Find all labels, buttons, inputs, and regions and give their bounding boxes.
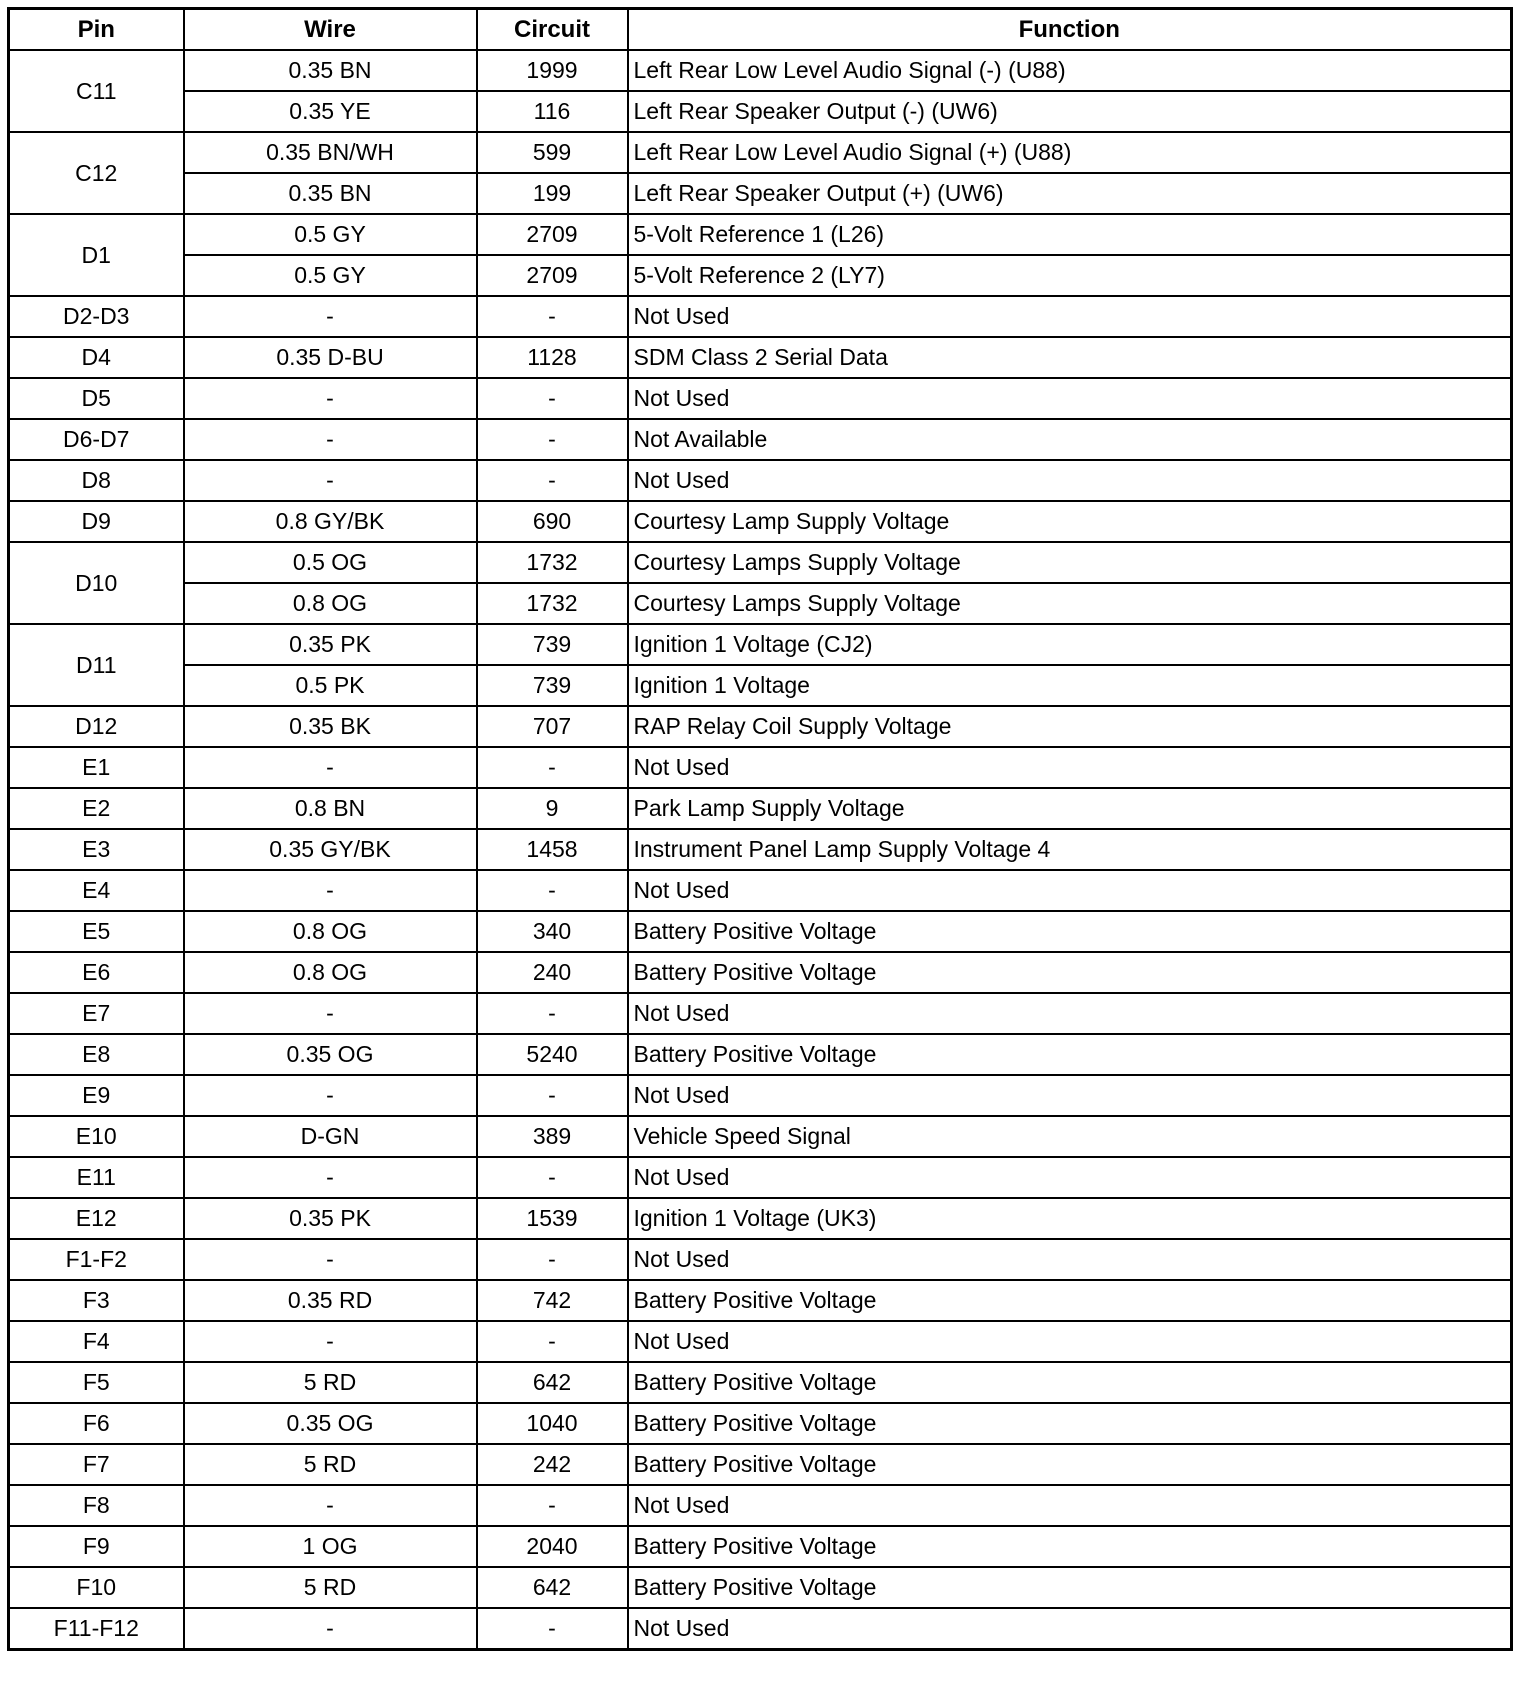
function-cell: Instrument Panel Lamp Supply Voltage 4 <box>628 829 1512 870</box>
circuit-cell: - <box>477 1239 628 1280</box>
function-cell: Not Used <box>628 1157 1512 1198</box>
circuit-cell: - <box>477 1157 628 1198</box>
pin-cell: E5 <box>9 911 184 952</box>
wire-cell: 0.5 OG <box>184 542 477 583</box>
table-row <box>9 952 1512 993</box>
wire-cell: 1 OG <box>184 1526 477 1567</box>
circuit-cell: 1999 <box>477 50 628 91</box>
wire-cell: 0.35 YE <box>184 91 477 132</box>
pin-cell: E2 <box>9 788 184 829</box>
table-row <box>9 1362 1512 1403</box>
pin-cell: D8 <box>9 460 184 501</box>
wire-cell: 0.35 GY/BK <box>184 829 477 870</box>
circuit-cell: 1040 <box>477 1403 628 1444</box>
circuit-cell: - <box>477 419 628 460</box>
wire-cell: 0.5 GY <box>184 214 477 255</box>
pin-cell: F4 <box>9 1321 184 1362</box>
table-row <box>9 542 1512 583</box>
pin-cell: D4 <box>9 337 184 378</box>
table-row <box>9 419 1512 460</box>
pin-cell: F3 <box>9 1280 184 1321</box>
table-row <box>9 296 1512 337</box>
wire-cell: 0.35 PK <box>184 1198 477 1239</box>
function-cell: SDM Class 2 Serial Data <box>628 337 1512 378</box>
wire-cell: 0.35 D-BU <box>184 337 477 378</box>
circuit-cell: 742 <box>477 1280 628 1321</box>
wire-cell: - <box>184 460 477 501</box>
function-cell: Not Used <box>628 378 1512 419</box>
table-row <box>9 911 1512 952</box>
table-row <box>9 50 1512 91</box>
function-cell: Ignition 1 Voltage <box>628 665 1512 706</box>
function-cell: Battery Positive Voltage <box>628 1526 1512 1567</box>
function-cell: Left Rear Low Level Audio Signal (-) (U88) <box>628 50 1512 91</box>
function-cell: Battery Positive Voltage <box>628 1034 1512 1075</box>
pin-cell: D5 <box>9 378 184 419</box>
circuit-cell: 642 <box>477 1362 628 1403</box>
pin-cell: E6 <box>9 952 184 993</box>
function-cell: Vehicle Speed Signal <box>628 1116 1512 1157</box>
pin-cell: F11-F12 <box>9 1608 184 1650</box>
pin-cell: D10 <box>9 542 184 624</box>
wire-cell: 0.35 PK <box>184 624 477 665</box>
wire-cell: 0.35 BN <box>184 173 477 214</box>
function-cell: Battery Positive Voltage <box>628 911 1512 952</box>
pin-cell: F10 <box>9 1567 184 1608</box>
circuit-cell: 2040 <box>477 1526 628 1567</box>
table-row <box>9 583 1512 624</box>
wire-cell: 0.35 BN/WH <box>184 132 477 173</box>
table-row <box>9 1034 1512 1075</box>
circuit-cell: 240 <box>477 952 628 993</box>
pin-cell: D9 <box>9 501 184 542</box>
wire-cell: D-GN <box>184 1116 477 1157</box>
circuit-cell: 1732 <box>477 542 628 583</box>
table-row <box>9 173 1512 214</box>
table-row <box>9 870 1512 911</box>
table-row <box>9 1198 1512 1239</box>
pin-cell: C11 <box>9 50 184 132</box>
table-row <box>9 460 1512 501</box>
table-row <box>9 747 1512 788</box>
table-row <box>9 624 1512 665</box>
pin-cell: F9 <box>9 1526 184 1567</box>
pin-cell: D11 <box>9 624 184 706</box>
wire-cell: - <box>184 1321 477 1362</box>
table-row <box>9 501 1512 542</box>
header-row <box>9 9 1512 51</box>
circuit-cell: - <box>477 378 628 419</box>
wire-cell: 0.5 PK <box>184 665 477 706</box>
function-cell: Battery Positive Voltage <box>628 1444 1512 1485</box>
table-row <box>9 665 1512 706</box>
table-row <box>9 829 1512 870</box>
function-cell: Not Used <box>628 460 1512 501</box>
table-row <box>9 788 1512 829</box>
table-row <box>9 255 1512 296</box>
function-cell: 5-Volt Reference 2 (LY7) <box>628 255 1512 296</box>
table-row <box>9 1239 1512 1280</box>
pin-cell: E3 <box>9 829 184 870</box>
wire-cell: - <box>184 296 477 337</box>
function-cell: Not Used <box>628 747 1512 788</box>
pin-cell: D1 <box>9 214 184 296</box>
table-row <box>9 706 1512 747</box>
wire-cell: - <box>184 419 477 460</box>
pin-cell: F8 <box>9 1485 184 1526</box>
wire-cell: 0.35 OG <box>184 1034 477 1075</box>
table-body <box>9 50 1512 1650</box>
table-row <box>9 1321 1512 1362</box>
circuit-cell: 1539 <box>477 1198 628 1239</box>
circuit-cell: 340 <box>477 911 628 952</box>
table-row <box>9 337 1512 378</box>
function-cell: Not Used <box>628 1321 1512 1362</box>
function-cell: Left Rear Low Level Audio Signal (+) (U88) <box>628 132 1512 173</box>
wire-cell: - <box>184 747 477 788</box>
function-cell: Park Lamp Supply Voltage <box>628 788 1512 829</box>
circuit-cell: 1732 <box>477 583 628 624</box>
pin-cell: C12 <box>9 132 184 214</box>
wire-cell: - <box>184 1239 477 1280</box>
table-row <box>9 1485 1512 1526</box>
circuit-cell: - <box>477 1485 628 1526</box>
wire-cell: - <box>184 1157 477 1198</box>
table-row <box>9 1403 1512 1444</box>
circuit-cell: 1458 <box>477 829 628 870</box>
table-row <box>9 1444 1512 1485</box>
function-cell: Not Used <box>628 1485 1512 1526</box>
wire-cell: 0.5 GY <box>184 255 477 296</box>
function-cell: Courtesy Lamps Supply Voltage <box>628 583 1512 624</box>
function-cell: 5-Volt Reference 1 (L26) <box>628 214 1512 255</box>
pin-cell: E1 <box>9 747 184 788</box>
table-row <box>9 214 1512 255</box>
function-cell: Courtesy Lamp Supply Voltage <box>628 501 1512 542</box>
function-cell: Not Used <box>628 296 1512 337</box>
circuit-cell: 242 <box>477 1444 628 1485</box>
function-cell: Battery Positive Voltage <box>628 952 1512 993</box>
wire-cell: 0.8 OG <box>184 583 477 624</box>
circuit-cell: 1128 <box>477 337 628 378</box>
header-circuit: Circuit <box>477 9 628 51</box>
function-cell: Not Used <box>628 993 1512 1034</box>
function-cell: Not Available <box>628 419 1512 460</box>
pin-cell: F7 <box>9 1444 184 1485</box>
table-row <box>9 1526 1512 1567</box>
function-cell: RAP Relay Coil Supply Voltage <box>628 706 1512 747</box>
circuit-cell: 2709 <box>477 214 628 255</box>
function-cell: Not Used <box>628 1608 1512 1650</box>
wire-cell: 5 RD <box>184 1567 477 1608</box>
function-cell: Ignition 1 Voltage (CJ2) <box>628 624 1512 665</box>
pin-cell: D6-D7 <box>9 419 184 460</box>
table-row <box>9 132 1512 173</box>
circuit-cell: - <box>477 747 628 788</box>
circuit-cell: - <box>477 460 628 501</box>
header-wire: Wire <box>184 9 477 51</box>
header-pin: Pin <box>9 9 184 51</box>
wire-cell: 0.8 OG <box>184 911 477 952</box>
function-cell: Battery Positive Voltage <box>628 1280 1512 1321</box>
circuit-cell: 707 <box>477 706 628 747</box>
circuit-cell: 389 <box>477 1116 628 1157</box>
table-row <box>9 91 1512 132</box>
table-row <box>9 1157 1512 1198</box>
pin-cell: F6 <box>9 1403 184 1444</box>
function-cell: Not Used <box>628 870 1512 911</box>
pin-cell: F5 <box>9 1362 184 1403</box>
wire-cell: - <box>184 993 477 1034</box>
wire-cell: - <box>184 1075 477 1116</box>
wire-cell: 0.8 BN <box>184 788 477 829</box>
circuit-cell: - <box>477 1321 628 1362</box>
wire-cell: - <box>184 1485 477 1526</box>
wire-cell: 5 RD <box>184 1444 477 1485</box>
wire-cell: 0.35 BN <box>184 50 477 91</box>
function-cell: Battery Positive Voltage <box>628 1567 1512 1608</box>
table-row <box>9 993 1512 1034</box>
circuit-cell: - <box>477 993 628 1034</box>
table-row <box>9 1075 1512 1116</box>
pin-cell: D2-D3 <box>9 296 184 337</box>
wire-cell: 0.8 GY/BK <box>184 501 477 542</box>
circuit-cell: - <box>477 870 628 911</box>
function-cell: Left Rear Speaker Output (-) (UW6) <box>628 91 1512 132</box>
header-function: Function <box>628 9 1512 51</box>
table-row <box>9 1608 1512 1650</box>
table-row <box>9 1567 1512 1608</box>
circuit-cell: 199 <box>477 173 628 214</box>
table-row <box>9 1116 1512 1157</box>
circuit-cell: 9 <box>477 788 628 829</box>
connector-pinout-table <box>7 7 1513 1651</box>
circuit-cell: 599 <box>477 132 628 173</box>
pin-cell: E7 <box>9 993 184 1034</box>
wire-cell: 0.35 BK <box>184 706 477 747</box>
circuit-cell: - <box>477 296 628 337</box>
circuit-cell: 642 <box>477 1567 628 1608</box>
wire-cell: 5 RD <box>184 1362 477 1403</box>
function-cell: Left Rear Speaker Output (+) (UW6) <box>628 173 1512 214</box>
pin-cell: E11 <box>9 1157 184 1198</box>
function-cell: Not Used <box>628 1075 1512 1116</box>
pin-cell: E12 <box>9 1198 184 1239</box>
function-cell: Battery Positive Voltage <box>628 1362 1512 1403</box>
circuit-cell: 739 <box>477 624 628 665</box>
wire-cell: - <box>184 1608 477 1650</box>
table-row <box>9 378 1512 419</box>
circuit-cell: 690 <box>477 501 628 542</box>
wire-cell: - <box>184 378 477 419</box>
wire-cell: - <box>184 870 477 911</box>
pin-cell: E10 <box>9 1116 184 1157</box>
function-cell: Ignition 1 Voltage (UK3) <box>628 1198 1512 1239</box>
table-row <box>9 1280 1512 1321</box>
circuit-cell: 739 <box>477 665 628 706</box>
circuit-cell: 2709 <box>477 255 628 296</box>
circuit-cell: - <box>477 1075 628 1116</box>
pin-cell: D12 <box>9 706 184 747</box>
pin-cell: F1-F2 <box>9 1239 184 1280</box>
wire-cell: 0.35 RD <box>184 1280 477 1321</box>
wire-cell: 0.8 OG <box>184 952 477 993</box>
circuit-cell: - <box>477 1608 628 1650</box>
circuit-cell: 116 <box>477 91 628 132</box>
function-cell: Not Used <box>628 1239 1512 1280</box>
function-cell: Battery Positive Voltage <box>628 1403 1512 1444</box>
function-cell: Courtesy Lamps Supply Voltage <box>628 542 1512 583</box>
pin-cell: E8 <box>9 1034 184 1075</box>
circuit-cell: 5240 <box>477 1034 628 1075</box>
wire-cell: 0.35 OG <box>184 1403 477 1444</box>
pin-cell: E9 <box>9 1075 184 1116</box>
pin-cell: E4 <box>9 870 184 911</box>
